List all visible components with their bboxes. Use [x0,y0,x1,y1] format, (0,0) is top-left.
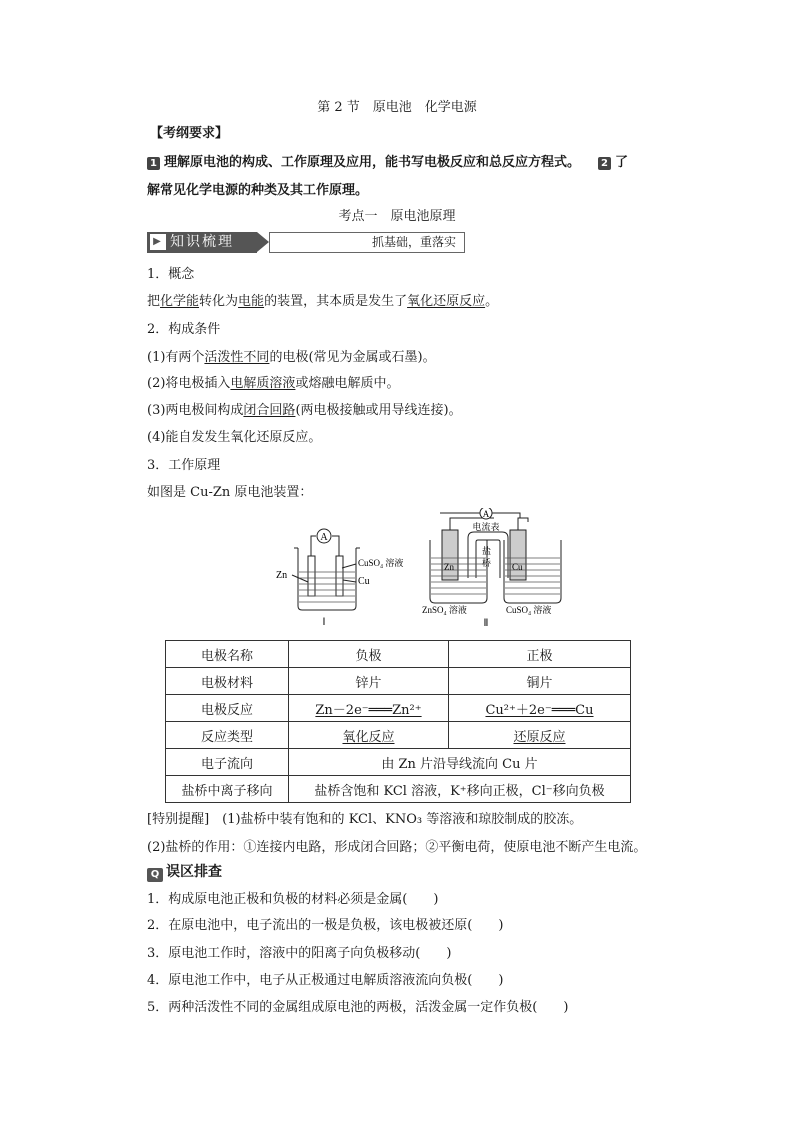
cell-label-2: Ⅱ [483,618,489,629]
s1-text [147,290,498,309]
note-2: (2)盐桥的作用：①连接内电路，形成闭合回路；②平衡电荷，使原电池不断产生电流。 [147,840,647,855]
zn-label-2: Zn [444,562,454,572]
cu-zn-cell-diagram [270,508,570,633]
ammeter-label-1: A [320,532,328,543]
underlined-term: 电解质溶液 [230,376,296,391]
requirement-line-1 [147,151,628,170]
list-item: 1．构成原电池正极和负极的材料必须是金属( ) [147,892,439,907]
table-row [166,641,631,668]
text: 。 [485,294,499,309]
table-row [166,722,631,749]
table-cell: 电极反应 [166,695,289,722]
table-cell: 锌片 [289,668,449,695]
list-item: 5．两种活泼性不同的金属组成原电池的两极，活泼金属一定作负极( ) [147,1000,569,1015]
reaction-type-positive: 还原反应 [513,729,566,745]
salt-bridge-label-2: 桥 [482,558,492,568]
table-cell: 铜片 [449,668,631,695]
text: 或熔融电解质中。 [295,376,400,391]
table-cell: 负极 [289,641,449,668]
banner-left-label: 知识梳理 [170,234,234,250]
underlined-term: 活泼性不同 [204,350,270,365]
page-title: 第 2 节 原电池 化学电源 [317,100,477,115]
table-cell [289,695,449,722]
cell-label-1: Ⅰ [322,617,326,628]
banner-arrow [257,232,269,252]
condition-4: (4)能自发发生氧化还原反应。 [147,430,322,445]
list-item: 3．原电池工作时，溶液中的阳离子向负极移动( ) [147,946,452,961]
table-cell: 反应类型 [166,722,289,749]
table-cell [449,722,631,749]
table-cell: 盐桥中离子移向 [166,776,289,803]
requirements-heading: 【考纲要求】 [150,126,229,141]
requirement-2-start: 了 [615,155,629,170]
s1-heading: 1．概念 [147,267,195,282]
banner-left [147,232,257,253]
misconception-title: 误区排查 [166,864,222,880]
table-cell: 由 Zn 片沿导线流向 Cu 片 [289,749,631,776]
text: 把 [147,294,161,309]
table-row [166,776,631,803]
section-title: 考点一 原电池原理 [338,209,456,224]
table-cell: 电极名称 [166,641,289,668]
table-cell [289,722,449,749]
text: (1)有两个 [147,350,205,365]
number-badge-1: 1 [147,157,160,170]
table-cell: 盐桥含饱和 KCl 溶液，K⁺移向正极，Cl⁻移向负极 [289,776,631,803]
text: (3)两电极间构成 [147,403,244,418]
s2-heading: 2．构成条件 [147,322,221,337]
cuso4-label-2: CuSO₄ 溶液 [506,605,552,615]
table-row [166,668,631,695]
condition-3 [147,399,462,418]
equation-negative: Zn－2e⁻═══Zn²⁺ [315,702,422,718]
underlined-term: 化学能 [160,294,200,309]
note-1: [特别提醒] (1)盐桥中装有饱和的 KCl、KNO₃ 等溶液和琼胶制成的胶冻。 [147,812,583,827]
znso4-label: ZnSO₄ 溶液 [422,605,467,615]
table-cell: 电子流向 [166,749,289,776]
text: 转化为 [199,294,239,309]
requirement-1-text: 理解原电池的构成、工作原理及应用，能书写电极反应和总反应方程式。 [164,155,581,170]
text: 的装置，其本质是发生了 [264,294,408,309]
list-item: 4．原电池工作中，电子从正极通过电解质溶液流向负极( ) [147,973,504,988]
banner-right: 抓基础，重落实 [269,232,465,253]
magnifier-icon: Q [147,868,163,882]
equation-positive: Cu²⁺＋2e⁻═══Cu [485,702,594,718]
reaction-type-negative: 氧化反应 [342,729,395,745]
table-cell: 正极 [449,641,631,668]
requirement-2-cont: 解常见化学电源的种类及其工作原理。 [147,183,369,198]
s3-heading: 3．工作原理 [147,458,221,473]
s3-intro: 如图是 Cu-Zn 原电池装置： [147,485,313,500]
zn-label-1: Zn [276,570,288,581]
table-cell: 电极材料 [166,668,289,695]
play-icon: ▶ [150,234,166,250]
ammeter-label-2: A [482,509,490,519]
underlined-term: 氧化还原反应 [407,294,486,309]
salt-bridge-label-1: 盐 [482,546,492,556]
knowledge-banner [147,232,465,253]
condition-2 [147,372,399,391]
underlined-term: 电能 [238,294,265,309]
list-item: 2．在原电池中，电子流出的一极是负极，该电极被还原( ) [147,918,504,933]
number-badge-2: 2 [598,157,611,170]
table-row [166,695,631,722]
ammeter-text: 电流表 [472,522,500,532]
cu-label-2: Cu [512,562,523,572]
cuso4-label-1: CuSO₄ 溶液 [358,558,404,568]
cu-label-1: Cu [358,576,370,587]
text: 的电极(常见为金属或石墨)。 [269,350,436,365]
condition-1 [147,346,436,365]
text: (2)将电极插入 [147,376,231,391]
text: (两电极接触或用导线连接)。 [295,403,462,418]
electrode-table [165,640,631,803]
table-cell [449,695,631,722]
misconception-heading [147,861,222,882]
underlined-term: 闭合回路 [243,403,296,418]
table-row [166,749,631,776]
